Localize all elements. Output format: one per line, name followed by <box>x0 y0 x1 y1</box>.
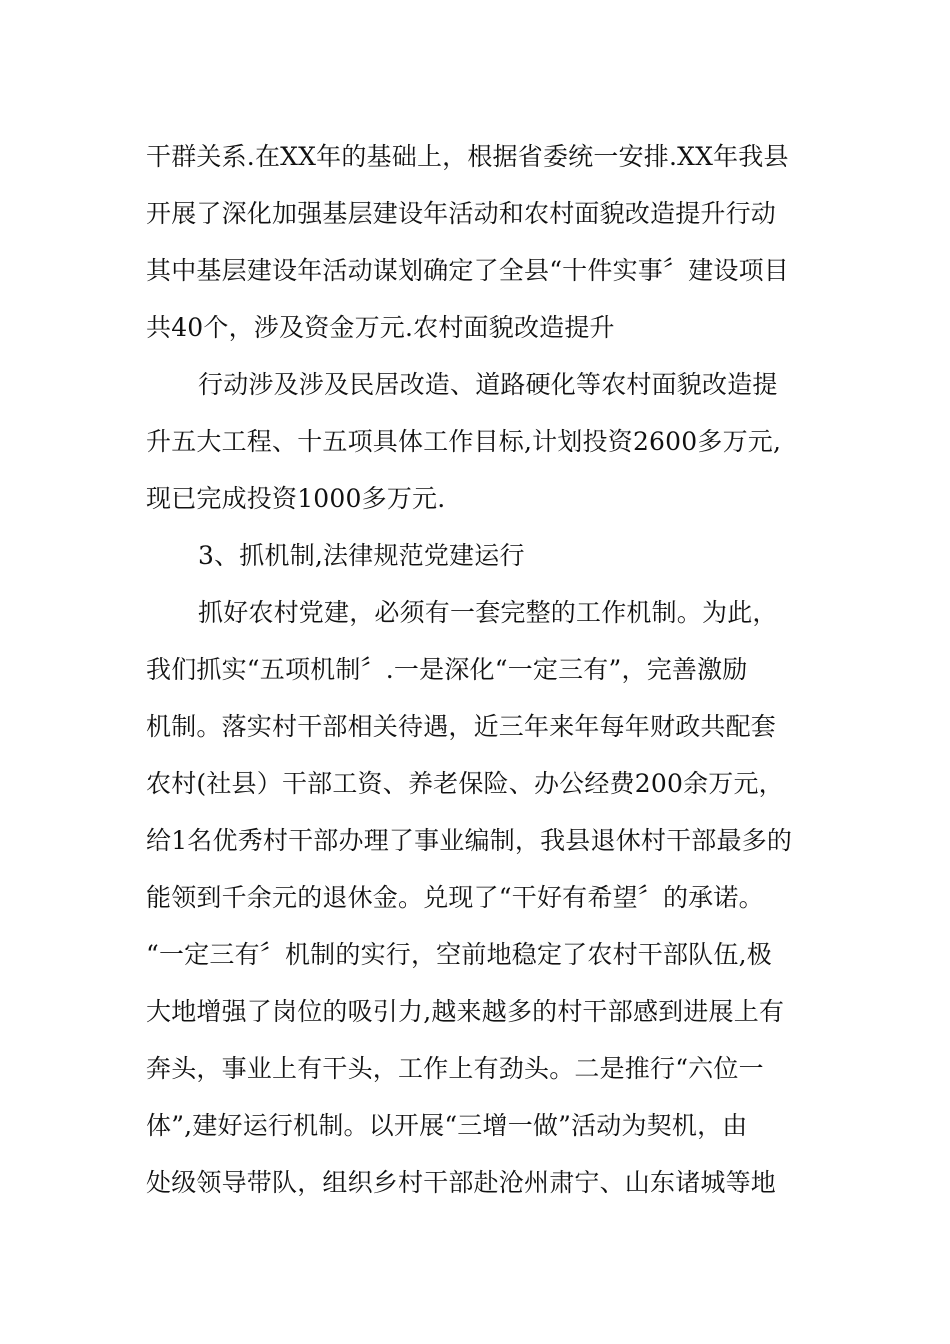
text-line-12: 农村(社县）干部工资、养老保险、办公经费200余万元， <box>146 769 784 798</box>
text-line-9: 抓好农村党建，必须有一套完整的工作机制。为此， <box>198 598 778 627</box>
text-line-3: 其中基层建设年活动谋划确定了全县“十件实事〞建设项目 <box>146 256 789 285</box>
text-line-14: 能领到千余元的退休金。兑现了“干好有希望〞的承诺。 <box>146 883 764 912</box>
text-line-13: 给1名优秀村干部办理了事业编制，我县退休村干部最多的 <box>146 826 793 855</box>
section-heading: 3、抓机制,法律规范党建运行 <box>198 541 525 570</box>
text-line-2: 开展了深化加强基层建设年活动和农村面貌改造提升行动 <box>146 199 777 228</box>
text-line-19: 处级领导带队，组织乡村干部赴沧州肃宁、山东诸城等地 <box>146 1168 777 1197</box>
text-line-4: 共40个，涉及资金万元.农村面貌改造提升 <box>146 313 615 342</box>
text-line-7: 现已完成投资1000多万元. <box>146 484 446 513</box>
text-line-6: 升五大工程、十五项具体工作目标,计划投资2600多万元, <box>146 427 782 456</box>
text-line-15: “一定三有〞机制的实行，空前地稳定了农村干部队伍,极 <box>146 940 772 969</box>
text-line-10: 我们抓实“五项机制〞.一是深化“一定三有”，完善激励 <box>146 655 748 684</box>
text-line-16: 大地增强了岗位的吸引力,越来越多的村干部感到进展上有 <box>146 997 785 1026</box>
text-line-17: 奔头，事业上有干头，工作上有劲头。二是推行“六位一 <box>146 1054 764 1083</box>
text-line-18: 体”,建好运行机制。以开展“三增一做”活动为契机，由 <box>146 1111 748 1140</box>
text-line-11: 机制。落实村干部相关待遇，近三年来年每年财政共配套 <box>146 712 777 741</box>
document-body <box>146 128 818 1211</box>
text-line-1: 干群关系.在XX年的基础上，根据省委统一安排.XX年我县 <box>146 142 789 171</box>
text-line-5: 行动涉及涉及民居改造、道路硬化等农村面貌改造提 <box>198 370 778 399</box>
